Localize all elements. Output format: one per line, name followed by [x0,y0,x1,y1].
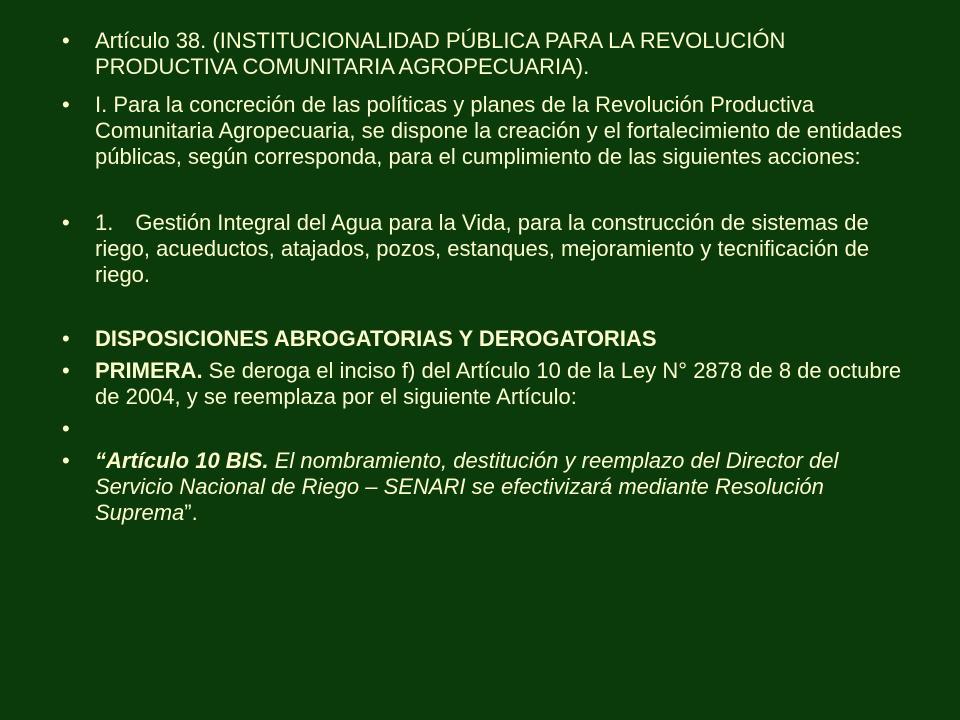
bullet-marker: • [62,210,70,235]
bullet-marker: • [62,416,70,441]
article-10-bis-label: “Artículo 10 BIS. [95,448,269,473]
bullet-action-1 [62,210,912,288]
bullet-marker: • [62,326,70,351]
bullet-article-10-bis [62,448,912,526]
article-10-bis-end: ”. [184,500,198,525]
action-1-text: Gestión Integral del Agua para la Vida, para la construcción de sistemas de riego, acueductos, atajados, pozos, estanques, mejoramiento y tecnificación de riego. [95,210,870,287]
primera-text: Se deroga el inciso f) del Artículo 10 de la Ley N° 2878 de 8 de octubre de 2004, y se reemplaza por el siguiente Artículo: [95,358,902,409]
bullet-disposiciones-heading [62,326,912,352]
bullet-marker: • [62,28,70,53]
paragraph-i-text: I. Para la concreción de las políticas y planes de la Revolución Productiva Comunitaria Agropecuaria, se dispone la creación y el fortalecimiento de entidades públicas, según corresponda, para el cumplimiento de las siguientes acciones: [95,92,903,169]
bullet-marker: • [62,448,70,473]
disposiciones-heading: DISPOSICIONES ABROGATORIAS Y DEROGATORIAS [95,326,657,351]
bullet-article-38 [62,28,912,80]
bullet-empty [62,416,912,442]
primera-label: PRIMERA. [95,358,203,383]
action-1-number: 1. [95,210,114,235]
article-38-text: Artículo 38. (INSTITUCIONALIDAD PÚBLICA PARA LA REVOLUCIÓN PRODUCTIVA COMUNITARIA AGROPECUARIA). [95,28,786,79]
bullet-marker: • [62,92,70,117]
bullet-paragraph-i [62,92,912,170]
bullet-primera [62,358,912,410]
bullet-marker: • [62,358,70,383]
article-10-bis-text: El nombramiento, destitución y reemplazo del Director del Servicio Nacional de Riego – SENARI se efectivizará mediante Resolución Suprema [95,448,839,525]
bullet-list [62,28,912,526]
